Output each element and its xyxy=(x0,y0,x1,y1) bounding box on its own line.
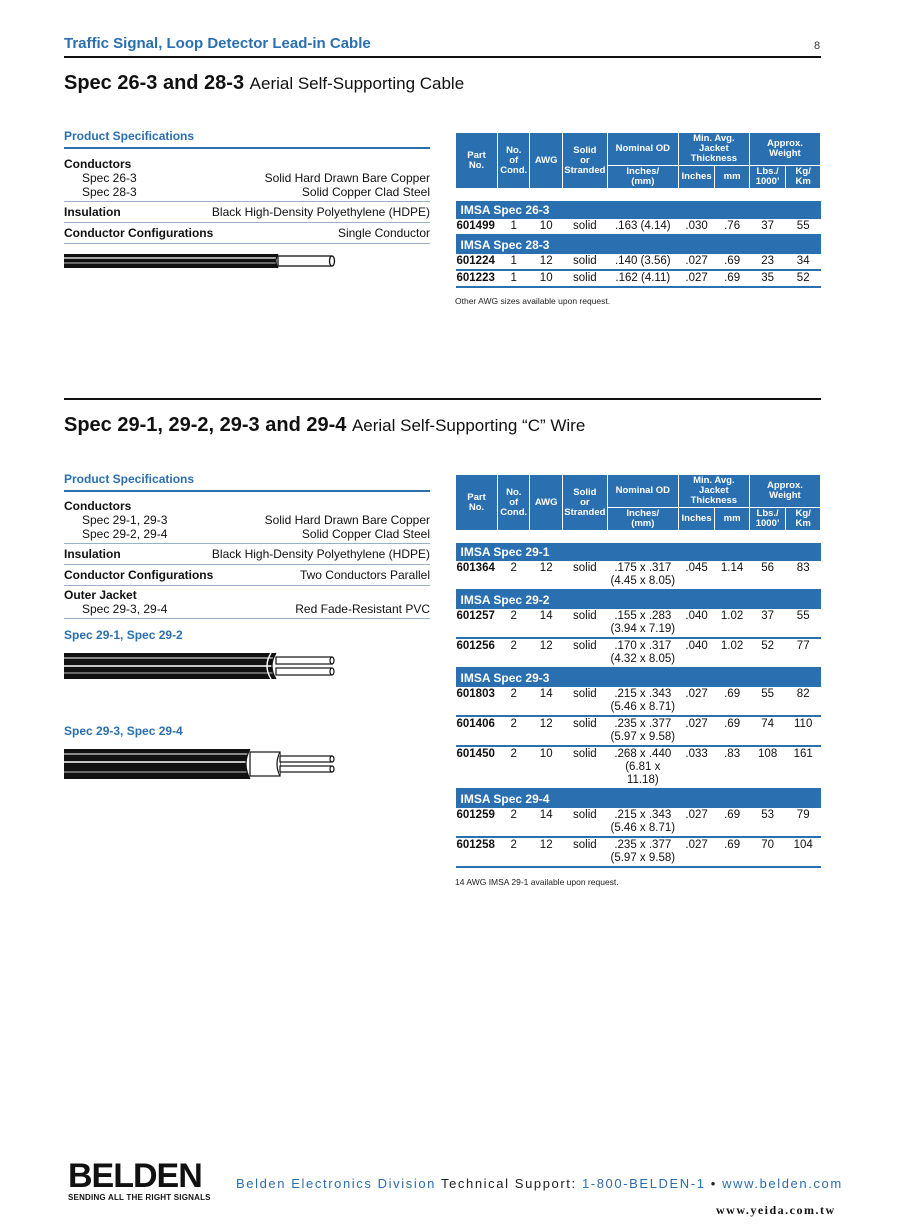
config-value: Single Conductor xyxy=(337,226,430,240)
cell-no-of-cond: 2 xyxy=(498,638,530,668)
cell-jacket-mm: .69 xyxy=(715,716,750,746)
cell-jacket-inches: .030 xyxy=(678,219,715,235)
group-header xyxy=(456,543,821,561)
conductor-spec-label: Spec 29-2, 29-4 xyxy=(82,527,168,541)
cell-jacket-inches: .040 xyxy=(678,638,715,668)
cell-jacket-mm: .69 xyxy=(715,270,750,287)
od-mm: (5.97 x 9.58) xyxy=(610,851,676,864)
watermark-url: www.yeida.com.tw xyxy=(716,1203,836,1217)
section1-title-bold: Spec 26-3 and 28-3 xyxy=(64,72,245,94)
cell-awg: 10 xyxy=(530,746,562,789)
section2-spec-list xyxy=(64,497,430,619)
cell-weight-lbs: 56 xyxy=(749,561,786,590)
jacketed-parallel-cable-illustration xyxy=(62,746,342,784)
table-row xyxy=(456,561,821,590)
cell-nominal-od xyxy=(607,746,678,789)
outer-jacket-value: Red Fade-Resistant PVC xyxy=(295,602,430,616)
od-inches: .140 (3.56) xyxy=(614,254,671,267)
group-header xyxy=(456,201,821,219)
cell-weight-lbs: 52 xyxy=(749,638,786,668)
cell-jacket-inches: .027 xyxy=(678,837,715,867)
table-row xyxy=(456,746,821,789)
cell-jacket-mm: 1.14 xyxy=(715,561,750,590)
cell-part-no: 601259 xyxy=(456,808,498,837)
section1-insulation-block xyxy=(64,202,430,223)
table-row xyxy=(456,270,821,287)
col-no-of-cond: No. of Cond. xyxy=(498,133,530,189)
group-name: IMSA Spec 26-3 xyxy=(456,201,821,219)
outer-jacket-spec-label: Spec 29-3, 29-4 xyxy=(82,602,168,616)
col-part-no: Part No. xyxy=(456,133,498,189)
conductor-spec-value: Solid Copper Clad Steel xyxy=(301,185,430,199)
col-od-inches-mm: Inches/ (mm) xyxy=(607,508,678,531)
cell-nominal-od xyxy=(607,270,678,287)
od-inches: .215 x .343 xyxy=(614,687,672,700)
cell-nominal-od xyxy=(607,219,678,235)
section2-title-bold: Spec 29-1, 29-2, 29-3 and 29-4 xyxy=(64,414,347,436)
cell-awg: 14 xyxy=(530,687,562,716)
cell-nominal-od xyxy=(607,687,678,716)
running-header-title: Traffic Signal, Loop Detector Lead-in Cable xyxy=(64,35,371,52)
section2-insulation-block xyxy=(64,544,430,565)
parallel-conductor-cable-illustration xyxy=(62,650,342,684)
col-approx-weight: Approx. Weight xyxy=(749,475,820,508)
cell-solid-stranded: solid xyxy=(562,270,607,287)
section2-conductors-block xyxy=(64,497,430,544)
section2-title-rest: Aerial Self-Supporting “C” Wire xyxy=(351,416,586,435)
col-jacket-mm: mm xyxy=(715,508,750,531)
od-mm: (6.81 x 11.18) xyxy=(625,760,661,786)
cell-weight-kg: 52 xyxy=(786,270,821,287)
footer-support-label: Technical Support: xyxy=(440,1176,577,1191)
cell-no-of-cond: 2 xyxy=(498,561,530,590)
cell-weight-lbs: 53 xyxy=(749,808,786,837)
cell-jacket-inches: .027 xyxy=(678,254,715,270)
cell-nominal-od xyxy=(607,837,678,867)
col-weight-lbs: Lbs./ 1000’ xyxy=(749,508,786,531)
cell-awg: 10 xyxy=(530,270,562,287)
col-no-of-cond: No. of Cond. xyxy=(498,475,530,531)
section1-spec-list xyxy=(64,155,430,244)
od-mm: (4.45 x 8.05) xyxy=(610,574,676,587)
group-name: IMSA Spec 29-3 xyxy=(456,668,821,687)
od-inches: .175 x .317 xyxy=(614,561,672,574)
cell-nominal-od xyxy=(607,561,678,590)
cell-solid-stranded: solid xyxy=(562,837,607,867)
cell-part-no: 601406 xyxy=(456,716,498,746)
outer-jacket-label: Outer Jacket xyxy=(64,588,137,602)
conductor-spec-value: Solid Hard Drawn Bare Copper xyxy=(264,171,430,185)
col-part-no: Part No. xyxy=(456,475,498,531)
table-row xyxy=(456,254,821,270)
footer-division: Belden Electronics Division xyxy=(236,1176,436,1191)
od-inches: .235 x .377 xyxy=(614,838,672,851)
col-awg: AWG xyxy=(530,475,562,531)
belden-logo xyxy=(68,1157,211,1202)
col-jacket-inches: Inches xyxy=(678,166,715,189)
insulation-value: Black High-Density Polyethylene (HDPE) xyxy=(211,547,430,561)
cell-awg: 12 xyxy=(530,716,562,746)
cell-solid-stranded: solid xyxy=(562,808,607,837)
group-header xyxy=(456,235,821,254)
cell-awg: 12 xyxy=(530,638,562,668)
col-weight-lbs: Lbs./ 1000’ xyxy=(749,166,786,189)
footer-phone: 1-800-BELDEN-1 xyxy=(581,1176,706,1191)
group-name: IMSA Spec 29-2 xyxy=(456,590,821,609)
od-inches: .235 x .377 xyxy=(614,717,672,730)
cell-nominal-od xyxy=(607,808,678,837)
cell-weight-kg: 55 xyxy=(786,609,821,638)
cell-weight-kg: 83 xyxy=(786,561,821,590)
cell-jacket-inches: .027 xyxy=(678,270,715,287)
cell-weight-lbs: 55 xyxy=(749,687,786,716)
section1-conductors-block xyxy=(64,155,430,202)
cell-awg: 12 xyxy=(530,254,562,270)
cell-jacket-inches: .027 xyxy=(678,808,715,837)
cable-label-29-3-29-4: Spec 29-3, Spec 29-4 xyxy=(64,724,183,738)
od-mm: (5.46 x 8.71) xyxy=(610,821,676,834)
group-header xyxy=(456,590,821,609)
cell-jacket-mm: 1.02 xyxy=(715,609,750,638)
col-nominal-od: Nominal OD xyxy=(607,133,678,166)
cell-weight-kg: 34 xyxy=(786,254,821,270)
section1-title-rest: Aerial Self-Supporting Cable xyxy=(249,74,465,93)
cell-nominal-od xyxy=(607,716,678,746)
cell-part-no: 601803 xyxy=(456,687,498,716)
col-jacket-mm: mm xyxy=(715,166,750,189)
cell-weight-kg: 161 xyxy=(786,746,821,789)
section2-ps-heading: Product Specifications xyxy=(64,472,430,492)
cell-solid-stranded: solid xyxy=(562,716,607,746)
cell-weight-lbs: 70 xyxy=(749,837,786,867)
col-weight-kg: Kg/ Km xyxy=(786,166,821,189)
section1-table-note: Other AWG sizes available upon request. xyxy=(455,296,611,306)
cell-no-of-cond: 2 xyxy=(498,808,530,837)
table-row xyxy=(456,219,821,235)
cell-part-no: 601224 xyxy=(456,254,498,270)
cell-awg: 14 xyxy=(530,609,562,638)
col-jacket-inches: Inches xyxy=(678,508,715,531)
logo-wordmark: BELDEN xyxy=(68,1157,202,1195)
od-mm: (5.46 x 8.71) xyxy=(610,700,676,713)
cell-jacket-inches: .027 xyxy=(678,716,715,746)
page-number: 8 xyxy=(814,40,821,52)
od-mm: (3.94 x 7.19) xyxy=(610,622,676,635)
conductor-spec-value: Solid Hard Drawn Bare Copper xyxy=(264,513,430,527)
cell-no-of-cond: 2 xyxy=(498,746,530,789)
col-od-inches-mm: Inches/ (mm) xyxy=(607,166,678,189)
col-approx-weight: Approx. Weight xyxy=(749,133,820,166)
od-inches: .155 x .283 xyxy=(614,609,672,622)
od-inches: .215 x .343 xyxy=(614,808,672,821)
group-name: IMSA Spec 29-4 xyxy=(456,789,821,808)
cell-no-of-cond: 1 xyxy=(498,270,530,287)
section1-ps-heading: Product Specifications xyxy=(64,129,430,149)
table-row xyxy=(456,808,821,837)
cell-no-of-cond: 2 xyxy=(498,687,530,716)
footer-website: www.belden.com xyxy=(722,1176,843,1191)
col-jacket-thickness: Min. Avg. Jacket Thickness xyxy=(678,133,749,166)
cell-jacket-mm: 1.02 xyxy=(715,638,750,668)
table-row xyxy=(456,716,821,746)
cell-solid-stranded: solid xyxy=(562,746,607,789)
cell-jacket-inches: .040 xyxy=(678,609,715,638)
cell-no-of-cond: 2 xyxy=(498,609,530,638)
cell-weight-lbs: 23 xyxy=(749,254,786,270)
cell-jacket-mm: .69 xyxy=(715,808,750,837)
od-mm: (5.97 x 9.58) xyxy=(610,730,676,743)
table-row xyxy=(456,687,821,716)
cell-jacket-mm: .69 xyxy=(715,687,750,716)
cell-nominal-od xyxy=(607,254,678,270)
cell-weight-kg: 82 xyxy=(786,687,821,716)
cell-awg: 10 xyxy=(530,219,562,235)
cell-weight-lbs: 37 xyxy=(749,219,786,235)
cell-jacket-inches: .033 xyxy=(678,746,715,789)
section2-spec-table xyxy=(455,474,821,868)
conductors-label: Conductors xyxy=(64,499,132,513)
col-jacket-thickness: Min. Avg. Jacket Thickness xyxy=(678,475,749,508)
cell-no-of-cond: 1 xyxy=(498,254,530,270)
cell-awg: 14 xyxy=(530,808,562,837)
conductor-spec-value: Solid Copper Clad Steel xyxy=(301,527,430,541)
cell-part-no: 601499 xyxy=(456,219,498,235)
section1-spec-table xyxy=(455,132,821,288)
cell-solid-stranded: solid xyxy=(562,609,607,638)
cell-weight-kg: 77 xyxy=(786,638,821,668)
table-row xyxy=(456,837,821,867)
insulation-label: Insulation xyxy=(64,205,121,219)
table-row xyxy=(456,638,821,668)
cell-awg: 12 xyxy=(530,561,562,590)
group-header xyxy=(456,668,821,687)
cell-nominal-od xyxy=(607,609,678,638)
cell-part-no: 601258 xyxy=(456,837,498,867)
od-inches: .163 (4.14) xyxy=(614,219,671,232)
cell-jacket-mm: .83 xyxy=(715,746,750,789)
col-solid-stranded: Solid or Stranded xyxy=(562,475,607,531)
config-value: Two Conductors Parallel xyxy=(299,568,430,582)
col-nominal-od: Nominal OD xyxy=(607,475,678,508)
cell-part-no: 601257 xyxy=(456,609,498,638)
section1-config-block xyxy=(64,223,430,244)
conductor-spec-label: Spec 28-3 xyxy=(82,185,137,199)
cell-weight-lbs: 108 xyxy=(749,746,786,789)
config-label: Conductor Configurations xyxy=(64,568,214,582)
section1-title xyxy=(64,72,464,95)
cell-weight-kg: 110 xyxy=(786,716,821,746)
cell-part-no: 601256 xyxy=(456,638,498,668)
insulation-label: Insulation xyxy=(64,547,121,561)
section2-jacket-block xyxy=(64,586,430,619)
group-header xyxy=(456,789,821,808)
cell-jacket-mm: .76 xyxy=(715,219,750,235)
od-inches: .162 (4.11) xyxy=(615,271,671,284)
logo-tagline: SENDING ALL THE RIGHT SIGNALS xyxy=(68,1193,211,1202)
footer-bullet: • xyxy=(710,1176,717,1191)
od-mm: (4.32 x 8.05) xyxy=(610,652,676,665)
cell-no-of-cond: 2 xyxy=(498,837,530,867)
single-conductor-cable-illustration xyxy=(62,252,342,272)
cell-solid-stranded: solid xyxy=(562,219,607,235)
section2-rule xyxy=(64,398,821,400)
config-label: Conductor Configurations xyxy=(64,226,214,240)
table-row xyxy=(456,609,821,638)
col-awg: AWG xyxy=(530,133,562,189)
group-name: IMSA Spec 28-3 xyxy=(456,235,821,254)
cell-solid-stranded: solid xyxy=(562,561,607,590)
cell-solid-stranded: solid xyxy=(562,638,607,668)
cell-weight-lbs: 74 xyxy=(749,716,786,746)
cell-jacket-inches: .045 xyxy=(678,561,715,590)
cell-awg: 12 xyxy=(530,837,562,867)
section2-config-block xyxy=(64,565,430,586)
cell-weight-kg: 55 xyxy=(786,219,821,235)
section2-table-note: 14 AWG IMSA 29-1 available upon request. xyxy=(455,877,619,887)
footer-contact xyxy=(236,1176,843,1191)
od-inches: .170 x .317 xyxy=(614,639,672,652)
col-weight-kg: Kg/ Km xyxy=(786,508,821,531)
cell-weight-lbs: 35 xyxy=(749,270,786,287)
group-name: IMSA Spec 29-1 xyxy=(456,543,821,561)
cell-jacket-inches: .027 xyxy=(678,687,715,716)
insulation-value: Black High-Density Polyethylene (HDPE) xyxy=(211,205,430,219)
cell-jacket-mm: .69 xyxy=(715,837,750,867)
cell-part-no: 601450 xyxy=(456,746,498,789)
cell-no-of-cond: 1 xyxy=(498,219,530,235)
conductors-label: Conductors xyxy=(64,157,132,171)
cell-part-no: 601364 xyxy=(456,561,498,590)
cable-label-29-1-29-2: Spec 29-1, Spec 29-2 xyxy=(64,628,183,642)
cell-weight-kg: 104 xyxy=(786,837,821,867)
conductor-spec-label: Spec 29-1, 29-3 xyxy=(82,513,168,527)
cell-solid-stranded: solid xyxy=(562,254,607,270)
cell-nominal-od xyxy=(607,638,678,668)
header-rule xyxy=(64,56,821,58)
cell-part-no: 601223 xyxy=(456,270,498,287)
cell-no-of-cond: 2 xyxy=(498,716,530,746)
cell-jacket-mm: .69 xyxy=(715,254,750,270)
cell-weight-lbs: 37 xyxy=(749,609,786,638)
cell-solid-stranded: solid xyxy=(562,687,607,716)
section2-title xyxy=(64,414,585,437)
od-inches: .268 x .440 xyxy=(614,747,672,760)
conductor-spec-label: Spec 26-3 xyxy=(82,171,137,185)
col-solid-stranded: Solid or Stranded xyxy=(562,133,607,189)
cell-weight-kg: 79 xyxy=(786,808,821,837)
